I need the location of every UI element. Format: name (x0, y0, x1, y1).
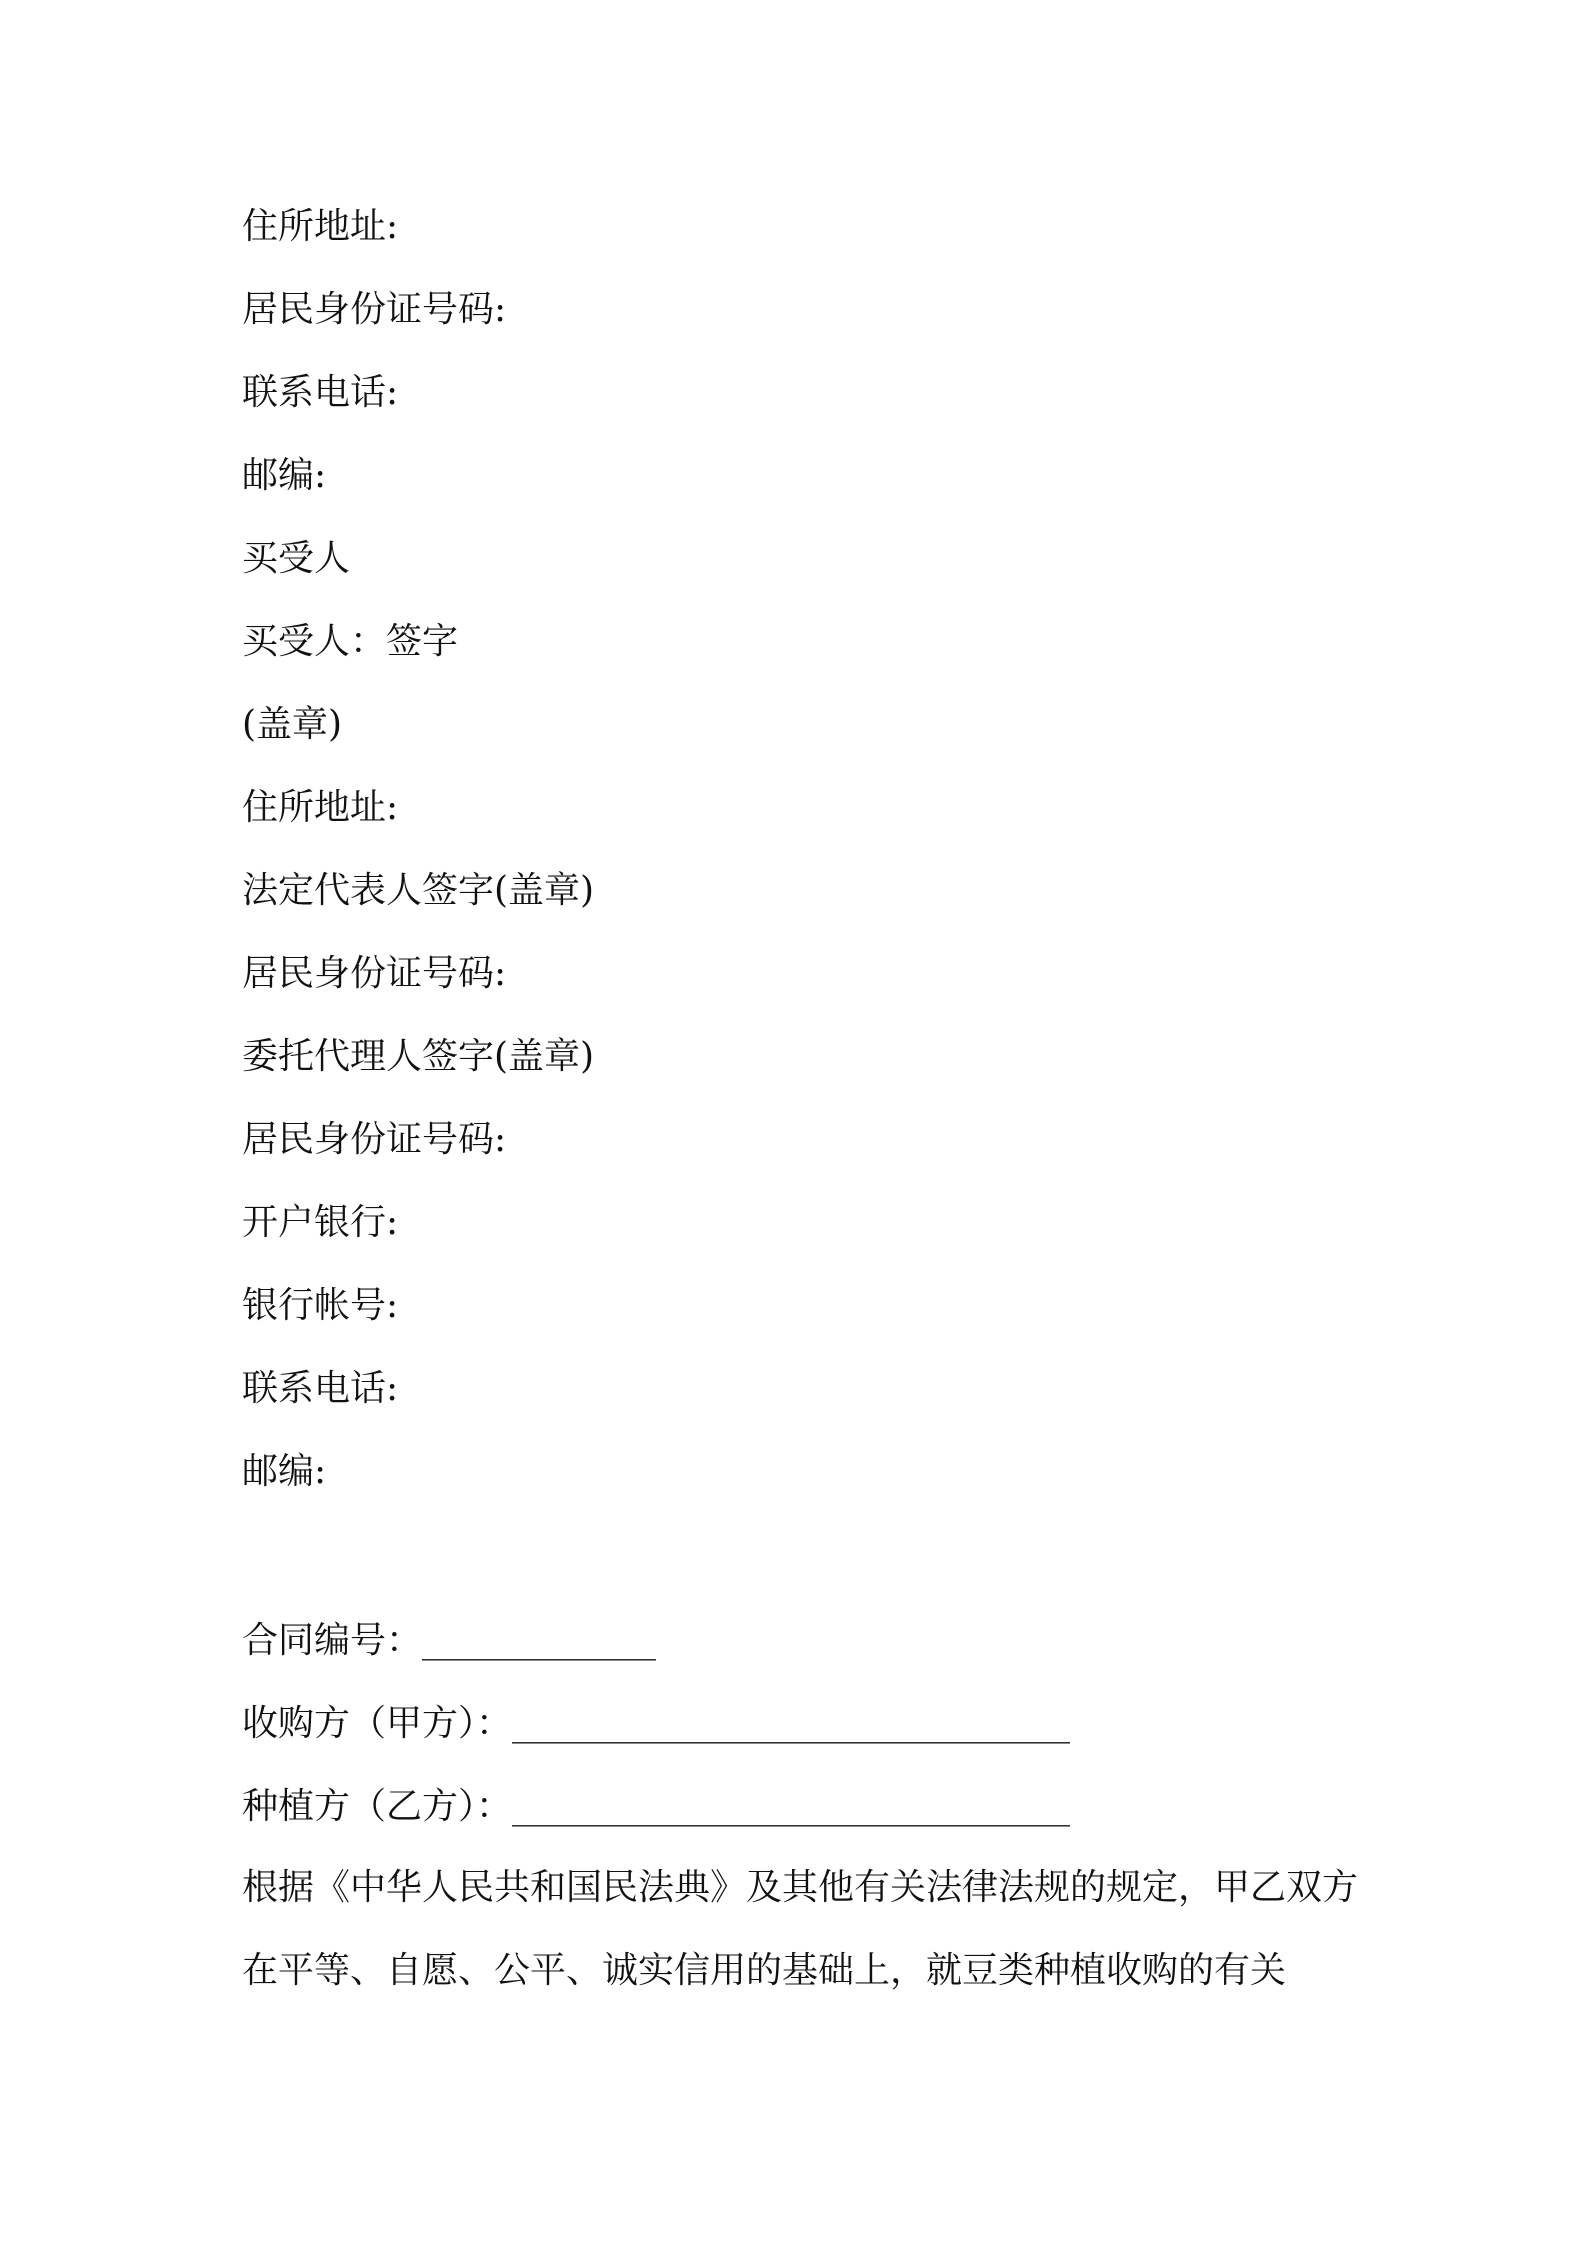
buyer-address-label: 住所地址: (242, 787, 399, 828)
address-label: 住所地址: (242, 206, 399, 247)
phone-label: 联系电话: (242, 372, 399, 413)
grower-party-field: 种植方（乙方）：_______________________________ (242, 1786, 1071, 1827)
bank-label: 开户银行: (242, 1202, 399, 1243)
postcode-label: 邮编: (242, 455, 327, 496)
agent-signature-label: 委托代理人签字(盖章) (242, 1036, 595, 1077)
buyer-heading: 买受人 (242, 538, 351, 579)
buyer-signature-label: 买受人：签字 (242, 621, 459, 662)
id-number-label: 居民身份证号码: (242, 289, 507, 330)
seal-label: (盖章) (242, 704, 343, 745)
contract-preamble: 根据《中华人民共和国民法典》及其他有关法律法规的规定，甲乙双方在平等、自愿、公平、诚实信用的基础上，就豆类种植收购的有关 (242, 1867, 1359, 1991)
buyer-party-field: 收购方（甲方）：_______________________________ (242, 1703, 1071, 1744)
legal-rep-id-label: 居民身份证号码: (242, 953, 507, 994)
contract-number-field: 合同编号：_____________ (242, 1620, 657, 1661)
buyer-phone-label: 联系电话: (242, 1368, 399, 1409)
agent-id-label: 居民身份证号码: (242, 1119, 507, 1160)
legal-rep-signature-label: 法定代表人签字(盖章) (242, 870, 595, 911)
bank-account-label: 银行帐号: (242, 1285, 399, 1326)
buyer-postcode-label: 邮编: (242, 1451, 327, 1492)
